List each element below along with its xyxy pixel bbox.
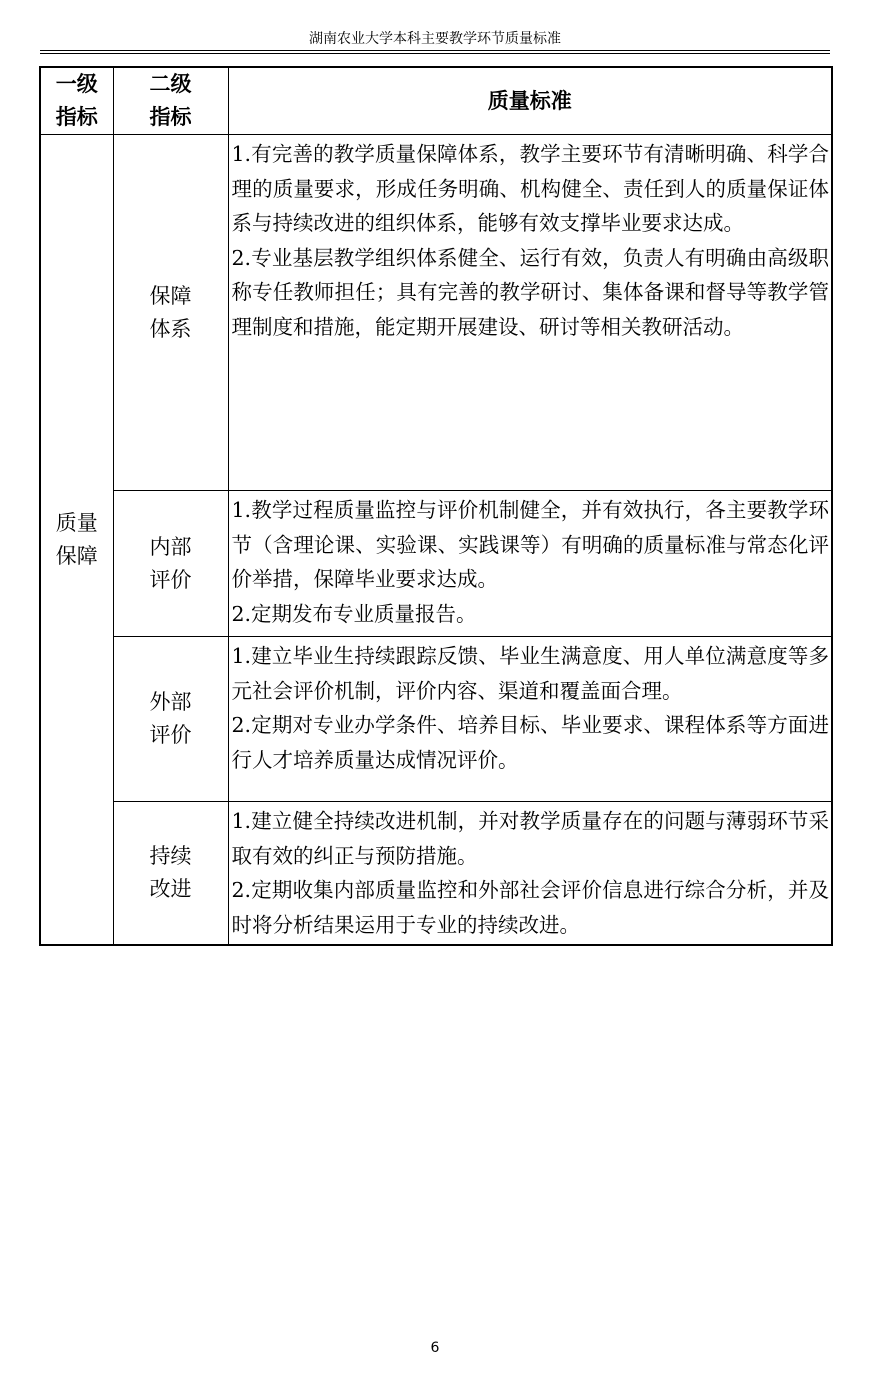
standard-cell	[228, 802, 832, 946]
table-row	[40, 491, 832, 637]
standard-cell	[228, 491, 832, 637]
standard-item: 2.定期对专业办学条件、培养目标、毕业要求、课程体系等方面进行人才培养质量达成情况评价。	[231, 713, 829, 772]
secondary-indicator-cell: 内部 评价	[113, 491, 228, 637]
standard-cell	[228, 135, 832, 491]
standard-item: 1.教学过程质量监控与评价机制健全，并有效执行，各主要教学环节（含理论课、实验课、实践课等）有明确的质量标准与常态化评价举措，保障毕业要求达成。	[231, 498, 829, 591]
page-number: 6	[430, 1340, 440, 1356]
header-rule-thin	[40, 50, 830, 51]
header-rule-thick	[40, 53, 830, 54]
standard-cell	[228, 637, 832, 802]
col-header-secondary: 二级 指标	[113, 67, 228, 135]
standard-item: 1.有完善的教学质量保障体系，教学主要环节有清晰明确、科学合理的质量要求，形成任务明确、机构健全、责任到人的质量保证体系与持续改进的组织体系，能够有效支撑毕业要求达成。	[231, 142, 829, 235]
table-row	[40, 637, 832, 802]
secondary-indicator-cell: 保障 体系	[113, 135, 228, 491]
col-header-standard: 质量标准	[228, 67, 832, 135]
standard-item: 1.建立健全持续改进机制，并对教学质量存在的问题与薄弱环节采取有效的纠正与预防措施。	[231, 809, 829, 868]
standard-item: 2.定期收集内部质量监控和外部社会评价信息进行综合分析，并及时将分析结果运用于专业的持续改进。	[231, 878, 829, 937]
page-header-title: 湖南农业大学本科主要教学环节质量标准	[309, 31, 561, 47]
col-header-primary: 一级 指标	[40, 67, 113, 135]
standard-item: 2.专业基层教学组织体系健全、运行有效，负责人有明确由高级职称专任教师担任；具有完善的教学研讨、集体备课和督导等教学管理制度和措施，能定期开展建设、研讨等相关教研活动。	[231, 245, 829, 339]
table-header-row	[40, 67, 832, 135]
table-row	[40, 802, 832, 946]
secondary-indicator-cell: 持续 改进	[113, 802, 228, 946]
secondary-indicator-cell: 外部 评价	[113, 637, 228, 802]
primary-indicator-cell: 质量 保障	[40, 135, 113, 946]
table-row	[40, 135, 832, 491]
standard-item: 1.建立毕业生持续跟踪反馈、毕业生满意度、用人单位满意度等多元社会评价机制，评价内容、渠道和覆盖面合理。	[231, 644, 829, 703]
standard-item: 2.定期发布专业质量报告。	[231, 601, 477, 626]
quality-standard-table	[39, 66, 833, 946]
